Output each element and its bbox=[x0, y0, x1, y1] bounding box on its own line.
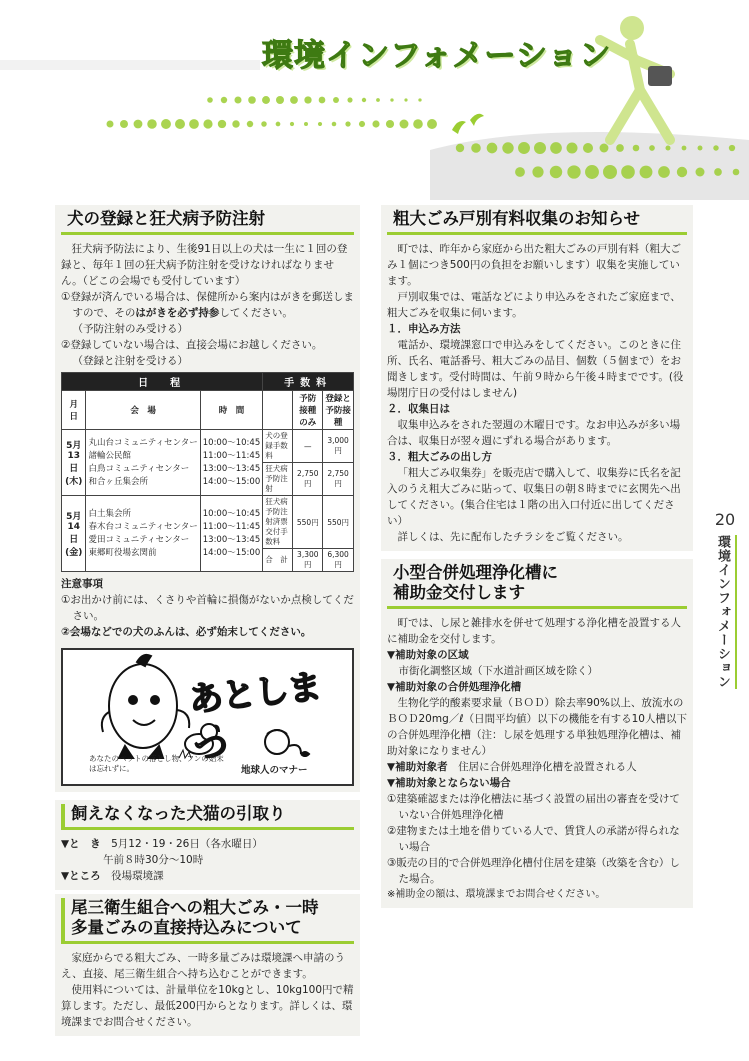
green-dot bbox=[234, 96, 241, 103]
green-dot bbox=[404, 98, 407, 101]
col-fee-item bbox=[263, 391, 293, 430]
green-dot bbox=[332, 122, 337, 127]
col-date: 月 日 bbox=[62, 391, 86, 430]
time-cell: 10:00〜10:45 11:00〜11:45 13:00〜13:45 14:00〜15:00 bbox=[200, 430, 263, 496]
green-dot bbox=[372, 120, 379, 127]
green-dot bbox=[413, 119, 423, 129]
bulky-more-info: 詳しくは、先に配布したチラシをご覧ください。 bbox=[397, 531, 629, 543]
venue-cell: 白土集会所 春木台コミュニティセンター 愛田コミュニティセンター 東郷町役場玄関前 bbox=[86, 496, 200, 572]
septic-excluded-3: ③販売の目的で合併処理浄化槽付住居を建築（改築を含む）した場合。 bbox=[387, 857, 680, 885]
header-band bbox=[0, 60, 260, 70]
fee-cell: 3,000円 bbox=[323, 430, 354, 463]
green-dot bbox=[134, 120, 143, 129]
green-dot bbox=[518, 142, 530, 154]
septic-area-value: 市街化調整区域（下水道計画区域を除く） bbox=[398, 665, 599, 677]
bulky-step-1-label: １．申込み方法 bbox=[387, 323, 461, 335]
green-dot bbox=[566, 142, 577, 153]
green-dots-decoration bbox=[0, 90, 749, 200]
dog-registration-section bbox=[55, 205, 360, 792]
fee-cell: 2,750円 bbox=[323, 463, 354, 496]
fee-total: 3,300円 bbox=[293, 549, 323, 572]
green-dot bbox=[376, 98, 380, 102]
sanitation-heading: 尾三衛生組合への粗大ごみ・一時 多量ごみの直接持込みについて bbox=[61, 898, 354, 944]
fee-item-cell: 犬の登録手数料 bbox=[263, 430, 293, 463]
green-dot bbox=[107, 121, 114, 128]
green-dot bbox=[550, 166, 562, 178]
bulky-step-2-label: ２．収集日は bbox=[387, 403, 450, 415]
bulky-para-1: 町では、昨年から家庭から出た粗大ごみの戸別有料（粗大ごみ１個につき500円の負担をお願いします）収集を実施しています。 bbox=[387, 243, 681, 287]
green-dot bbox=[502, 142, 513, 153]
green-dot bbox=[713, 145, 718, 150]
green-dot bbox=[633, 145, 640, 152]
bulky-waste-heading: 粗大ごみ戸別有料収集のお知らせ bbox=[387, 209, 687, 235]
sanitation-para-2: 使用料については、計量単位を10kgとし、10kg100円で精算します。ただし、最低200円からとなります。詳しくは、環境課までお問合せください。 bbox=[61, 984, 354, 1028]
green-dot bbox=[603, 165, 617, 179]
fee-total: 6,300円 bbox=[323, 549, 354, 572]
green-dot bbox=[698, 146, 703, 151]
notes-label: 注意事項 bbox=[61, 578, 103, 590]
fee-item-cell: 狂犬病予防注射 bbox=[263, 463, 293, 496]
green-dot bbox=[276, 96, 284, 104]
dog-item-1: ①登録が済んでいる場合は、保健所から案内はがきを郵送しますので、そのはがきを必ず持参してください。 bbox=[61, 291, 354, 319]
green-dot bbox=[649, 145, 655, 151]
note-1: ①お出かけ前には、くさりや首輪に損傷がないか点検してください。 bbox=[61, 594, 354, 622]
venue-cell: 丸山台コミュニティセンター 諸輪公民館 白鳥コミュニティセンター 和合ヶ丘集会所 bbox=[86, 430, 200, 496]
schedule-table bbox=[61, 372, 354, 572]
green-dot bbox=[418, 98, 421, 101]
green-dot bbox=[207, 97, 213, 103]
septic-target-label: ▼補助対象の合併処理浄化槽 bbox=[387, 681, 522, 693]
fee-item-cell: 狂犬病予防注射済票交付手数料 bbox=[263, 496, 293, 549]
time-cell: 10:00〜10:45 11:00〜11:45 13:00〜13:45 14:00〜15:00 bbox=[200, 496, 263, 572]
schedule-group-header: 日 程 bbox=[62, 373, 263, 391]
septic-excluded-2: ②建物または土地を借りている人で、賃貸人の承諾が得られない場合 bbox=[387, 825, 680, 853]
col-time: 時 間 bbox=[200, 391, 263, 430]
green-dot bbox=[221, 97, 227, 103]
col-venue: 会 場 bbox=[86, 391, 200, 430]
green-dot bbox=[175, 119, 185, 129]
pet-pickup-heading: 飼えなくなった犬猫の引取り bbox=[61, 804, 354, 830]
green-dot bbox=[682, 146, 687, 151]
pet-pickup-when: ▼と き 5月12・19・26日（各水曜日） bbox=[61, 838, 263, 850]
green-dot bbox=[427, 119, 437, 129]
bulky-waste-section bbox=[381, 205, 693, 551]
green-dot bbox=[318, 122, 322, 126]
page-number: 20 bbox=[714, 510, 736, 529]
mascot-caption: あなたのペットの落とし物、フンの始末は忘れずに。 bbox=[89, 754, 224, 773]
bulky-para-2: 戸別収集では、電話などにより申込みをされたご家庭まで、粗大ごみを収集に伺います。 bbox=[387, 291, 681, 319]
side-section-label: 環境インフォメーション bbox=[713, 535, 737, 689]
bulky-step-3-label: ３．粗大ごみの出し方 bbox=[387, 451, 492, 463]
left-column bbox=[55, 205, 360, 1036]
note-2: ②会場などでの犬のふんは、必ず始末してください。 bbox=[61, 626, 312, 638]
green-dot bbox=[386, 120, 394, 128]
fee-cell: — bbox=[293, 430, 323, 463]
bulky-step-1-text: 電話か、環境課窓口で申込みをしてください。このときに住所、氏名、電話番号、粗大ごみの品目、個数（５個まで）をお聞きします。受付時間は、午前９時から午後４時までです。(役場閉庁日の受付はしません) bbox=[387, 339, 684, 399]
page-side-tab bbox=[710, 510, 740, 689]
pet-pickup-where: ▼ところ 役場環境課 bbox=[61, 870, 164, 882]
green-dot bbox=[400, 120, 409, 129]
green-dot bbox=[600, 144, 609, 153]
green-dot bbox=[640, 166, 653, 179]
green-dot bbox=[304, 122, 308, 126]
septic-person: ▼補助対象者 住居に合併処理浄化槽を設置される人 bbox=[387, 761, 637, 773]
green-dot bbox=[550, 142, 562, 154]
green-dot bbox=[345, 121, 350, 126]
green-dot bbox=[665, 145, 670, 150]
green-dot bbox=[290, 122, 294, 126]
green-dot bbox=[733, 169, 740, 176]
green-dot bbox=[362, 98, 366, 102]
septic-intro: 町では、し尿と雑排水を併せて処理する浄化槽を設置する人に補助金を交付します。 bbox=[387, 617, 681, 645]
green-dot bbox=[248, 96, 256, 104]
fee-total-label: 合 計 bbox=[263, 549, 293, 572]
green-dot bbox=[534, 142, 546, 154]
bulky-step-3-text: 「粗大ごみ収集券」を販売店で購入して、収集券に氏名を記入のうえ粗大ごみに貼って、収集日の朝８時までに玄関先へ出してください。(集合住宅は１階の出入口付近に出してください） bbox=[387, 467, 681, 527]
mascot-manner-caption: 地球人のマナー bbox=[241, 765, 308, 776]
green-dot bbox=[304, 96, 311, 103]
green-dot bbox=[567, 165, 580, 178]
septic-tank-section bbox=[381, 559, 693, 908]
green-dot bbox=[677, 167, 687, 177]
green-dot bbox=[262, 96, 270, 104]
green-dot bbox=[120, 120, 128, 128]
bulky-step-2-text: 収集申込みをされた翌週の木曜日です。なお申込みが多い場合は、収集日が翌々週にずれる場合があります。 bbox=[387, 419, 681, 447]
dog-item-1-note: （予防注射のみ受ける） bbox=[72, 323, 189, 335]
green-dot bbox=[390, 98, 393, 101]
page-title: 環境インフォメーション bbox=[262, 38, 612, 74]
fee-cell: 2,750円 bbox=[293, 463, 323, 496]
green-dot bbox=[203, 119, 212, 128]
col-vaccine-only: 予防接種のみ bbox=[293, 391, 323, 430]
green-dot bbox=[621, 165, 635, 179]
mascot-illustration bbox=[61, 648, 354, 786]
fee-cell: 550円 bbox=[293, 496, 323, 549]
green-dot bbox=[261, 121, 266, 126]
green-dot bbox=[585, 165, 599, 179]
date-cell: 5月14日 (金) bbox=[62, 496, 86, 572]
pet-pickup-time: 午前８時30分〜10時 bbox=[103, 854, 204, 866]
pet-pickup-section bbox=[55, 800, 360, 890]
green-dot bbox=[319, 97, 326, 104]
green-dot bbox=[515, 167, 525, 177]
bean-mascot-icon bbox=[102, 655, 189, 758]
green-dot bbox=[616, 144, 624, 152]
dog-item-2-note: （登録と注射を受ける） bbox=[72, 355, 189, 367]
mascot-title: あとしまつ bbox=[187, 666, 323, 770]
green-dot bbox=[471, 143, 481, 153]
green-dot bbox=[218, 120, 226, 128]
green-dot bbox=[347, 97, 352, 102]
sanitation-section bbox=[55, 894, 360, 1036]
septic-target-value: 生物化学的酸素要求量（ＢＯＤ）除去率90%以上、放流水のＢＯＤ20mg／ℓ（日間平均値）以下の機能を有する10人槽以下の合併処理浄化槽（注：し尿を処理する単独処理浄化槽は、補助対象になりません） bbox=[387, 697, 687, 757]
fee-group-header: 手数料 bbox=[263, 373, 354, 391]
green-dot bbox=[276, 122, 281, 127]
sanitation-para-1: 家庭からでる粗大ごみ、一時多量ごみは環境課へ申請のうえ、直接、尾三衛生組合へ持ち込むことができます。 bbox=[61, 952, 346, 980]
green-dot bbox=[333, 97, 339, 103]
green-dot bbox=[583, 143, 593, 153]
green-dot bbox=[290, 96, 298, 104]
green-dot bbox=[232, 120, 239, 127]
green-dot bbox=[147, 119, 157, 129]
dog-registration-heading: 犬の登録と狂犬病予防注射 bbox=[61, 209, 354, 235]
green-dot bbox=[729, 145, 735, 151]
green-dot bbox=[161, 119, 171, 129]
septic-tank-heading: 小型合併処理浄化槽に 補助金交付します bbox=[387, 563, 687, 609]
septic-footnote: ※補助金の額は、環境課までお問合せください。 bbox=[387, 889, 606, 900]
green-dot bbox=[532, 166, 543, 177]
green-dot bbox=[714, 168, 722, 176]
green-dot bbox=[189, 119, 199, 129]
green-dot bbox=[456, 144, 464, 152]
septic-excluded-label: ▼補助対象とならない場合 bbox=[387, 777, 511, 789]
septic-area-label: ▼補助対象の区域 bbox=[387, 649, 469, 661]
septic-excluded-1: ①建築確認または浄化槽法に基づく設置の届出の審査を受けていない合併処理浄化槽 bbox=[387, 793, 680, 821]
col-register-vaccine: 登録と予防接種 bbox=[323, 391, 354, 430]
bag-icon bbox=[648, 66, 672, 86]
dog-intro: 狂犬病予防法により、生後91日以上の犬は一生に１回の登録と、毎年１回の狂犬病予防注射を受けなければなりません。（どこの会場でも受付しています） bbox=[61, 243, 348, 287]
green-dot bbox=[487, 143, 498, 154]
dog-item-2: ②登録していない場合は、直接会場にお越しください。 bbox=[61, 339, 323, 351]
page-header bbox=[0, 0, 749, 200]
green-dot bbox=[658, 166, 670, 178]
green-dot bbox=[696, 168, 705, 177]
date-cell: 5月13日 (木) bbox=[62, 430, 86, 496]
green-dot bbox=[359, 121, 365, 127]
right-column bbox=[381, 205, 693, 908]
green-dot bbox=[247, 121, 253, 127]
fee-cell: 550円 bbox=[323, 496, 354, 549]
